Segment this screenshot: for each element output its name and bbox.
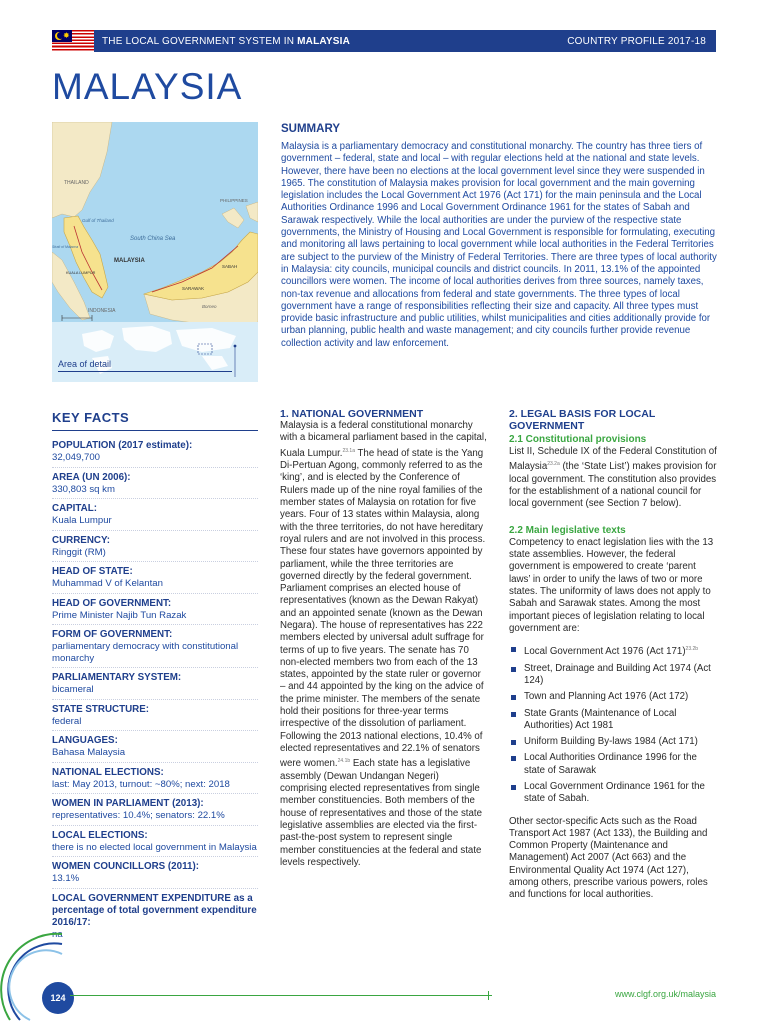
legislation-list	[509, 643, 719, 806]
footer-url-link[interactable]: www.clgf.org.uk/malaysia	[614, 989, 716, 999]
map-label-sabah: SABAH	[222, 264, 238, 269]
list-item: Local Authorities Ordinance 1996 for the state of Sarawak	[509, 752, 719, 777]
map-label-kuala: KUALA LUMPUR	[66, 271, 96, 275]
key-fact: NATIONAL ELECTIONS: last: May 2013, turnout: ~80%; next: 2018	[52, 767, 258, 795]
national-government-section	[280, 408, 488, 869]
list-item: Uniform Building By-laws 1984 (Act 171)	[509, 736, 719, 748]
footnote-ref: 24.1b	[337, 758, 351, 765]
key-fact: PARLIAMENTARY SYSTEM: bicameral	[52, 672, 258, 700]
key-fact: AREA (UN 2006): 330,803 sq km	[52, 472, 258, 500]
list-item: Street, Drainage and Building Act 1974 (Act 124)	[509, 663, 719, 688]
key-facts-heading: KEY FACTS	[52, 410, 130, 425]
decorative-arcs	[0, 930, 90, 1024]
key-fact: CAPITAL: Kuala Lumpur	[52, 503, 258, 531]
footer-rule	[70, 995, 492, 996]
key-fact: WOMEN IN PARLIAMENT (2013): representatives: 10.4%; senators: 22.1%	[52, 798, 258, 826]
banner-left-title: THE LOCAL GOVERNMENT SYSTEM IN MALAYSIA	[102, 35, 351, 47]
map-label-sarawak: SARAWAK	[182, 286, 205, 291]
list-item: Town and Planning Act 1976 (Act 172)	[509, 691, 719, 703]
map-label-malaysia: MALAYSIA	[114, 258, 145, 264]
key-fact: HEAD OF GOVERNMENT: Prime Minister Najib Tun Razak	[52, 598, 258, 626]
list-item: Local Government Act 1976 (Act 171)$^{23.2b}$	[509, 643, 719, 659]
map-label-philippines: PHILIPPINES	[220, 198, 248, 203]
constitutional-provisions-text: List II, Schedule IX of the Federal Constitution of Malaysia$^{23.2a}$ (the ‘State List’) makes provision for local government. The constitution also provides for the establishment of a national council for local government (see Section 7 below).	[509, 446, 717, 510]
key-fact: HEAD OF STATE: Muhammad V of Kelantan	[52, 566, 258, 594]
key-facts-rule	[52, 430, 258, 431]
key-fact: LANGUAGES: Bahasa Malaysia	[52, 735, 258, 763]
footnote-ref: 23.1a	[342, 447, 355, 454]
map-label-borneo: Borneo	[202, 304, 217, 309]
map-label-sea: South China Sea	[130, 236, 176, 242]
country-map	[52, 122, 258, 382]
key-fact: LOCAL ELECTIONS: there is no elected local government in Malaysia	[52, 830, 258, 858]
key-fact: STATE STRUCTURE: federal	[52, 704, 258, 732]
summary-text: Malaysia is a parliamentary democracy and constitutional monarchy. The country has three tiers of government – federal, state and local – with regular elections held at the national and state levels. However, there have been no elections at the local government level since they were suspended in 1965. The constitution of Malaysia makes provision for local government and the main governing legislation includes the Local Government Act 1976 (Act 171) for the main peninsula and the Local Authorities Ordinance 1996 and Local Government Ordinance 1961 for the states of Sabah and Sarawak respectively. While the local authorities are under the purview of the respective state governments, the Ministry of Housing and Local Government is responsible for formulating, executing and monitoring all laws pertaining to local government while local authorities in the Federal Territories are subject to the purview of the Ministry of Federal Territories. There are three types of local authority in Malaysia: city councils, municipal councils and district councils. In 2011, 13.1% of the appointed councillors were women. The income of local authorities derives from three sources, namely taxes, non-tax revenue and allocations from federal and state governments. The three types of local government have a range of responsibilities reflecting their size and capacity. All three types must provide basic infrastructure and public utilities, whilst municipalities and cities additionally provide for urban planning, public health and waste management; and city councils further provide revenue collection activity and law enforcement.	[281, 141, 717, 349]
national-government-text: Malaysia is a federal constitutional monarchy with a bicameral parliament based in the capital, Kuala Lumpur.$^{23.1a}$ The head of state is the Yang Di-Pertuan Agong, commonly referred to as the ‘king’, and is elected by the Conference of Rulers made up of the nine royal families of the member states of Malaysia on rotation for five years. Four of 13 states within Malaysia, along with the three territories, do not have hereditary royal rulers and are not involved in this process. These four states have governors appointed by parliament, while the three territories are governed directly by the federal government. Parliament comprises an elected house of representatives (known as the Dewan Rakyat) and an appointed senate (known as the Dewan Negara). The house of representatives has 222 members elected by universal adult suffrage for terms of up to five years. The senate has 70 non-elected members two from each of the 13 states, appointed by the state ruler or governor – and 44 appointed by the king on the advice of the prime minister. The members of the senate hold their positions for three-year terms irrespective of the dissolution of parliament. Following the 2013 national elections, 10.4% of elected representatives and 22.1% of senators were women.$^{24.1b}$ Each state has a legislative assembly (Dewan Undangan Negeri) comprising elected representatives from single member constituencies. Both members of the house of representatives and those of the state legislative assemblies are elected via the first-past-the-post system to represent single member constituencies at the federal and state levels respectively.	[280, 420, 487, 868]
map-label-strait: Strait of Malacca	[52, 245, 79, 249]
malaysia-flag-icon: ✸	[52, 30, 94, 52]
legal-basis-heading: 2. LEGAL BASIS FOR LOCAL GOVERNMENT	[509, 408, 656, 432]
header-banner	[52, 30, 716, 52]
constitutional-provisions-heading: 2.1 Constitutional provisions	[509, 434, 647, 445]
map-caption-rule	[58, 371, 232, 372]
page-number: 124	[42, 982, 74, 1014]
summary-heading: SUMMARY	[281, 123, 340, 135]
banner-right-title: COUNTRY PROFILE 2017-18	[567, 35, 706, 47]
key-facts-list	[52, 440, 258, 947]
key-fact: POPULATION (2017 estimate): 32,049,700	[52, 440, 258, 468]
other-acts-text: Other sector-specific Acts such as the Road Transport Act 1987 (Act 133), the Building and Common Property (Maintenance and Management) Act 2007 (Act 663) and the Environmental Quality Act 1974 (Act 127), among others, prescribe various powers, roles and functions for local authorities.	[509, 815, 708, 901]
list-item: State Grants (Maintenance of Local Authorities) Act 1981	[509, 708, 719, 733]
map-label-thailand: THAILAND	[64, 180, 89, 186]
map-label-indonesia: INDONESIA	[88, 308, 116, 314]
legal-basis-section	[509, 408, 719, 902]
map-caption: Area of detail	[58, 359, 112, 369]
key-fact: LOCAL GOVERNMENT EXPENDITURE as a percentage of total government expenditure 2016/17: na	[52, 892, 257, 940]
legislative-texts-heading: 2.2 Main legislative texts	[509, 524, 626, 536]
page-title: MALAYSIA	[52, 66, 243, 107]
footer-rule-end	[488, 991, 493, 1000]
key-fact: CURRENCY: Ringgit (RM)	[52, 535, 258, 563]
national-government-heading: 1. NATIONAL GOVERNMENT	[280, 408, 424, 420]
key-fact: FORM OF GOVERNMENT: parliamentary democracy with constitutional monarchy	[52, 629, 258, 668]
legislative-texts-text: Competency to enact legislation lies with the 13 state assemblies. However, the federal government is empowered to create ‘parent laws’ in order to unify the laws of two or more states. The uniformity of laws does not apply to Sabah and Sarawak states. Among the most important pieces of legislation relating to local government are:	[509, 536, 714, 634]
map-label-gulf: Gulf of Thailand	[82, 218, 114, 223]
list-item: Local Government Ordinance 1961 for the state of Sabah.	[509, 781, 719, 806]
footnote-ref: 23.2a	[547, 461, 560, 468]
key-fact: WOMEN COUNCILLORS (2011): 13.1%	[52, 861, 258, 889]
